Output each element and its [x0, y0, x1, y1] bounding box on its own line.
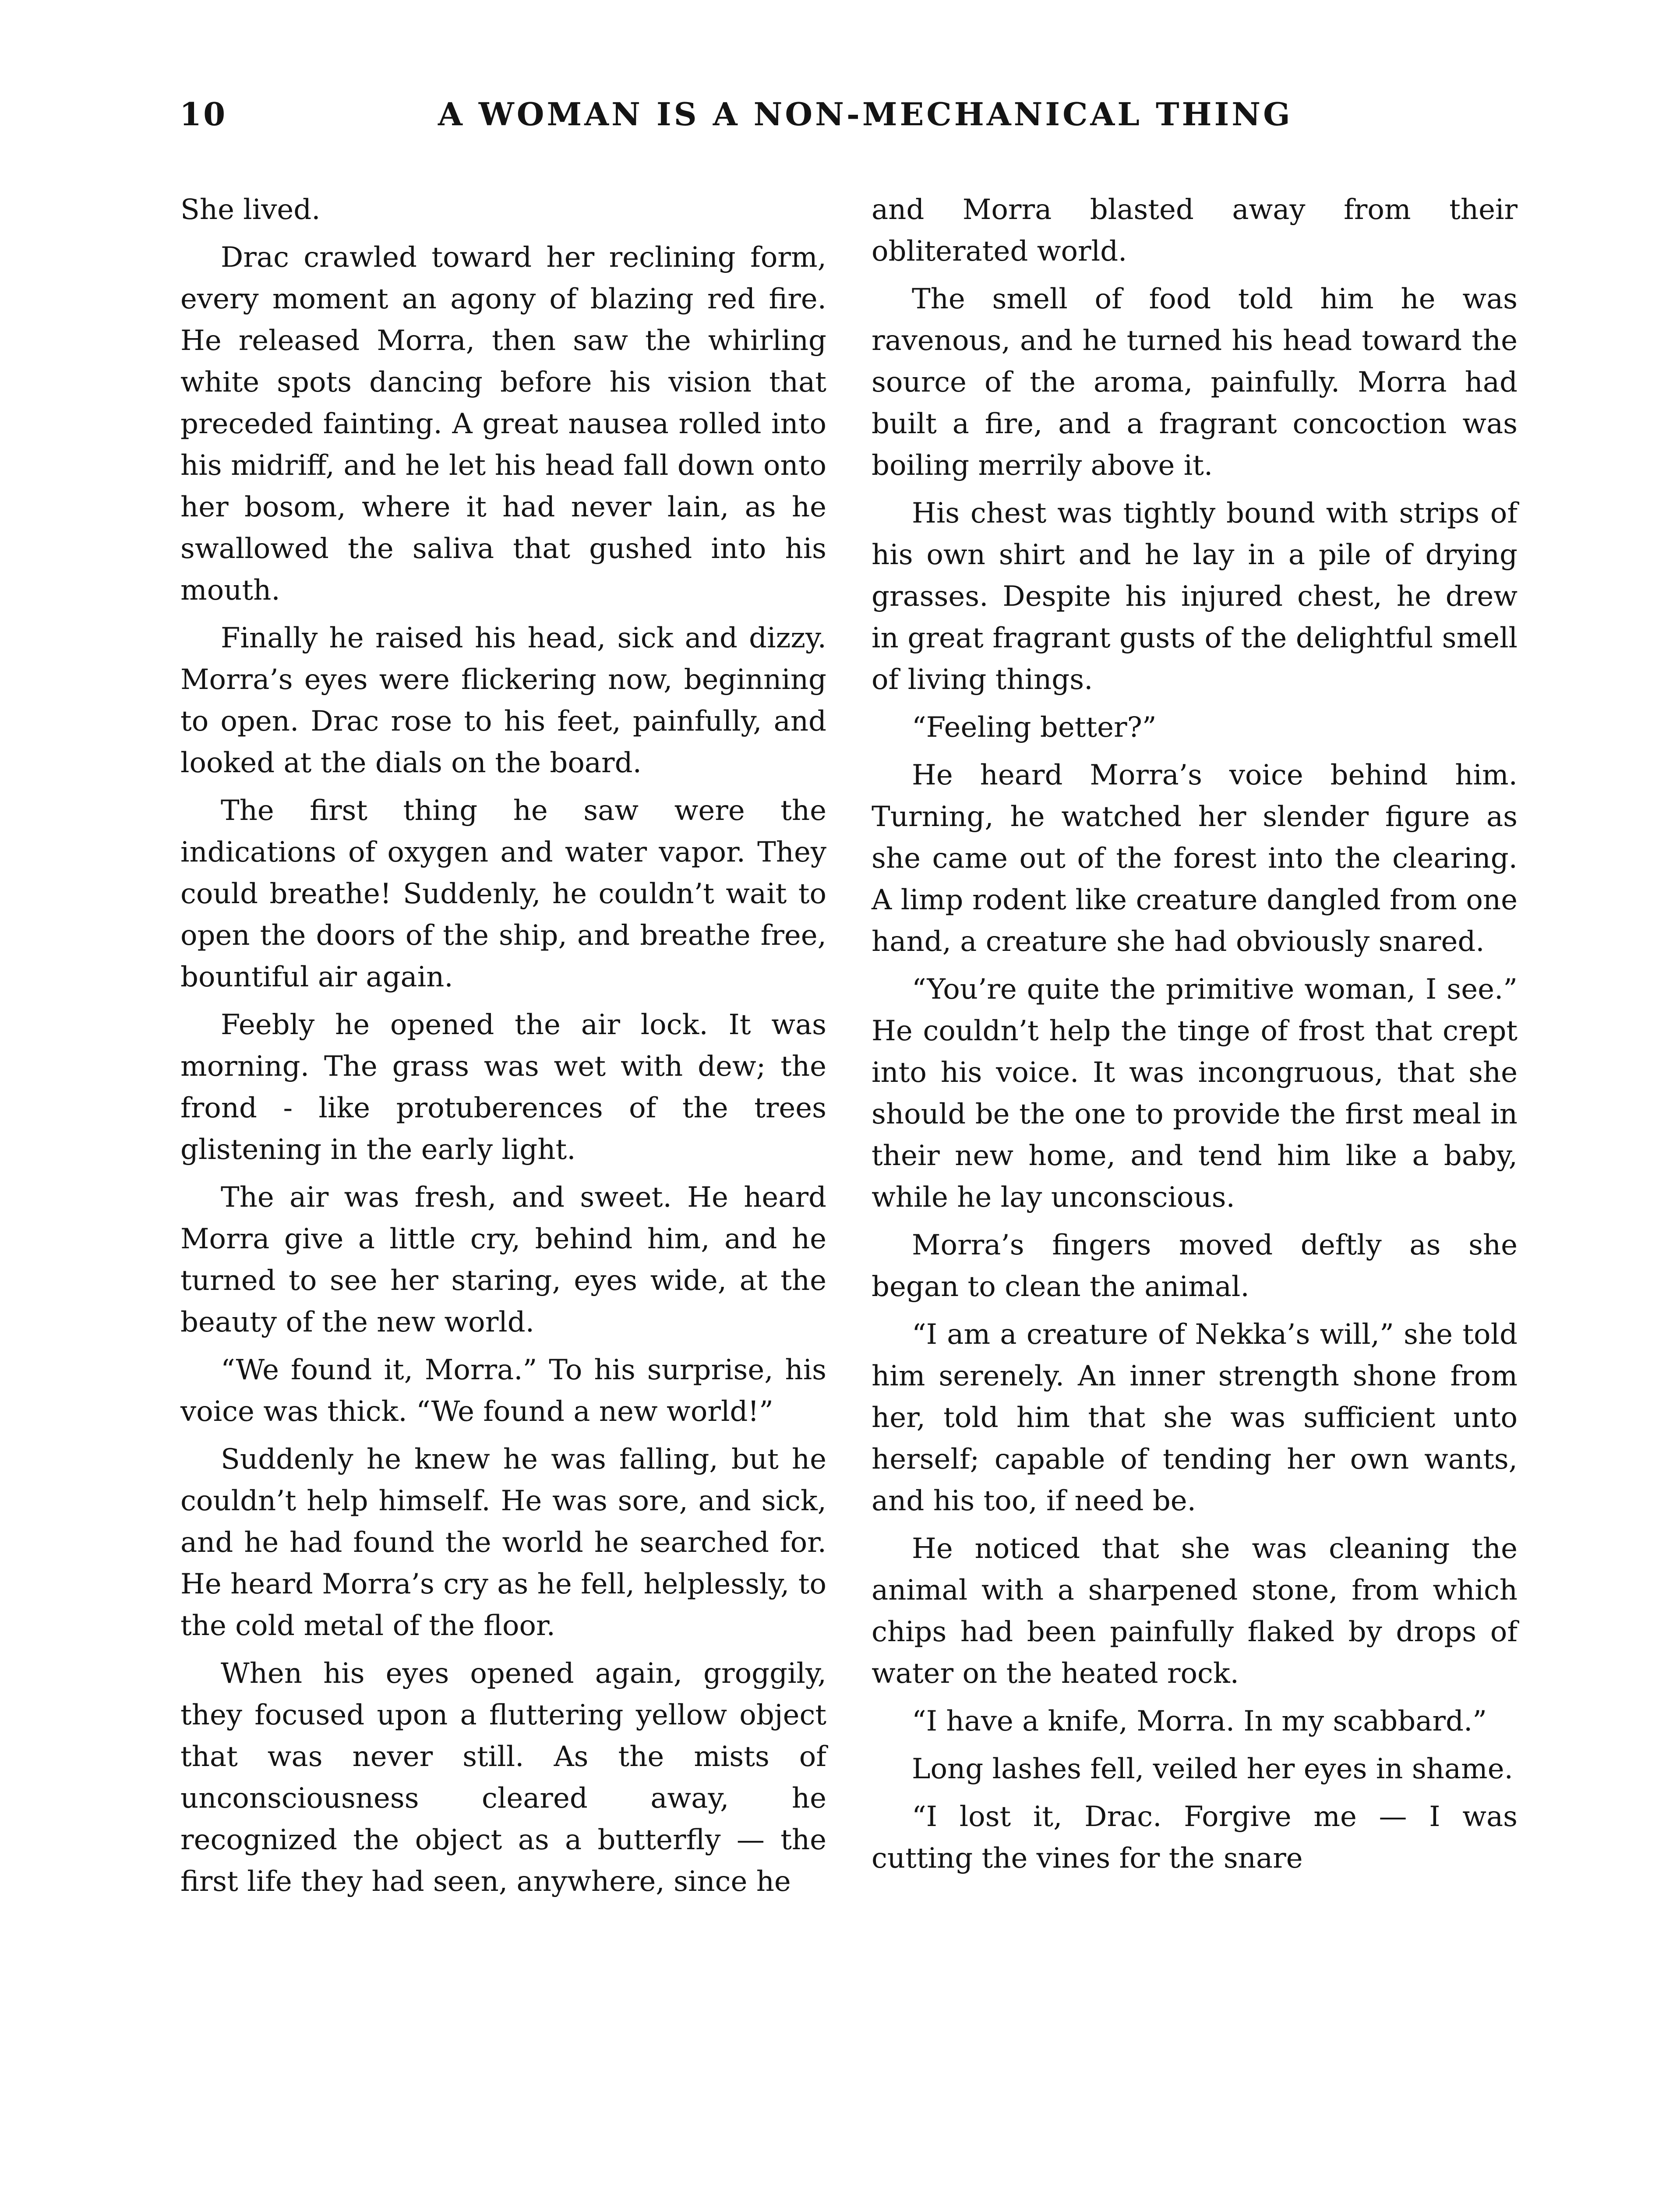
text-column-right	[872, 189, 1518, 1886]
paragraph: “I lost it, Drac. Forgive me — I was cutting the vines for the snare	[872, 1801, 1518, 1875]
paragraph: “I am a creature of Nekka’s will,” she told him serenely. An inner strength shone from her, told him that she was sufficient unto herself; capable of tending her own wants, and his too, if need be.	[872, 1318, 1518, 1517]
page-number: 10	[180, 95, 227, 133]
paragraph: Suddenly he knew he was falling, but he couldn’t help himself. He was sore, and sick, and he had found the world he searched for. He heard Morra’s cry as he fell, helplessly, to the cold metal of the floor.	[180, 1443, 826, 1642]
paragraph: “Feeling better?”	[912, 711, 1157, 744]
paragraph: Morra’s fingers moved deftly as she began to clean the animal.	[872, 1229, 1518, 1303]
paragraph: She lived.	[180, 194, 321, 226]
paragraph: “I have a knife, Morra. In my scabbard.”	[912, 1705, 1487, 1738]
text-column-left	[180, 189, 826, 1909]
paragraph: “We found it, Morra.” To his surprise, his voice was thick. “We found a new world!”	[180, 1354, 826, 1428]
paragraph: Feebly he opened the air lock. It was morning. The grass was wet with dew; the frond - like protuberences of the trees glistening in the early light.	[180, 1009, 826, 1166]
paragraph: and Morra blasted away from their obliterated world.	[872, 194, 1518, 268]
paragraph: When his eyes opened again, groggily, they focused upon a fluttering yellow object that was never still. As the mists of unconsciousness cleared away, he recognized the object as a butterfly — the first life they had seen, anywhere, since he	[180, 1657, 826, 1898]
paragraph: “You’re quite the primitive woman, I see.” He couldn’t help the tinge of frost that crept into his voice. It was incongruous, that she should be the one to provide the first meal in their new home, and tend him like a baby, while he lay unconscious.	[872, 973, 1518, 1214]
paragraph: He heard Morra’s voice behind him. Turning, he watched her slender figure as she came out of the forest into the clearing. A limp rodent like creature dangled from one hand, a creature she had obviously snared.	[872, 759, 1518, 958]
paragraph: He noticed that she was cleaning the animal with a sharpened stone, from which chips had been painfully flaked by drops of water on the heated rock.	[872, 1533, 1518, 1690]
paragraph: Drac crawled toward her reclining form, every moment an agony of blazing red fire. He released Morra, then saw the whirling white spots dancing before his vision that preceded fainting. A great nausea rolled into his midriff, and he let his head fall down onto her bosom, where it had never lain, as he swallowed the saliva that gushed into his mouth.	[180, 241, 826, 607]
paragraph: The first thing he saw were the indications of oxygen and water vapor. They could breathe! Suddenly, he couldn’t wait to open the doors of the ship, and breathe free, bountiful air again.	[180, 795, 826, 993]
running-title: A WOMAN IS A NON-MECHANICAL THING	[438, 95, 1293, 133]
paragraph: The air was fresh, and sweet. He heard Morra give a little cry, behind him, and he turned to see her staring, eyes wide, at the beauty of the new world.	[180, 1181, 826, 1339]
paragraph: His chest was tightly bound with strips of his own shirt and he lay in a pile of drying grasses. Despite his injured chest, he drew in great fragrant gusts of the delightful smell of living things.	[872, 497, 1518, 696]
paragraph: The smell of food told him he was ravenous, and he turned his head toward the source of the aroma, painfully. Morra had built a fire, and a fragrant concoction was boiling merrily above it.	[872, 283, 1518, 482]
page-header	[180, 95, 1511, 144]
paragraph: Long lashes fell, veiled her eyes in shame.	[912, 1753, 1513, 1785]
paragraph: Finally he raised his head, sick and dizzy. Morra’s eyes were flickering now, beginning to open. Drac rose to his feet, painfully, and looked at the dials on the board.	[180, 622, 826, 779]
